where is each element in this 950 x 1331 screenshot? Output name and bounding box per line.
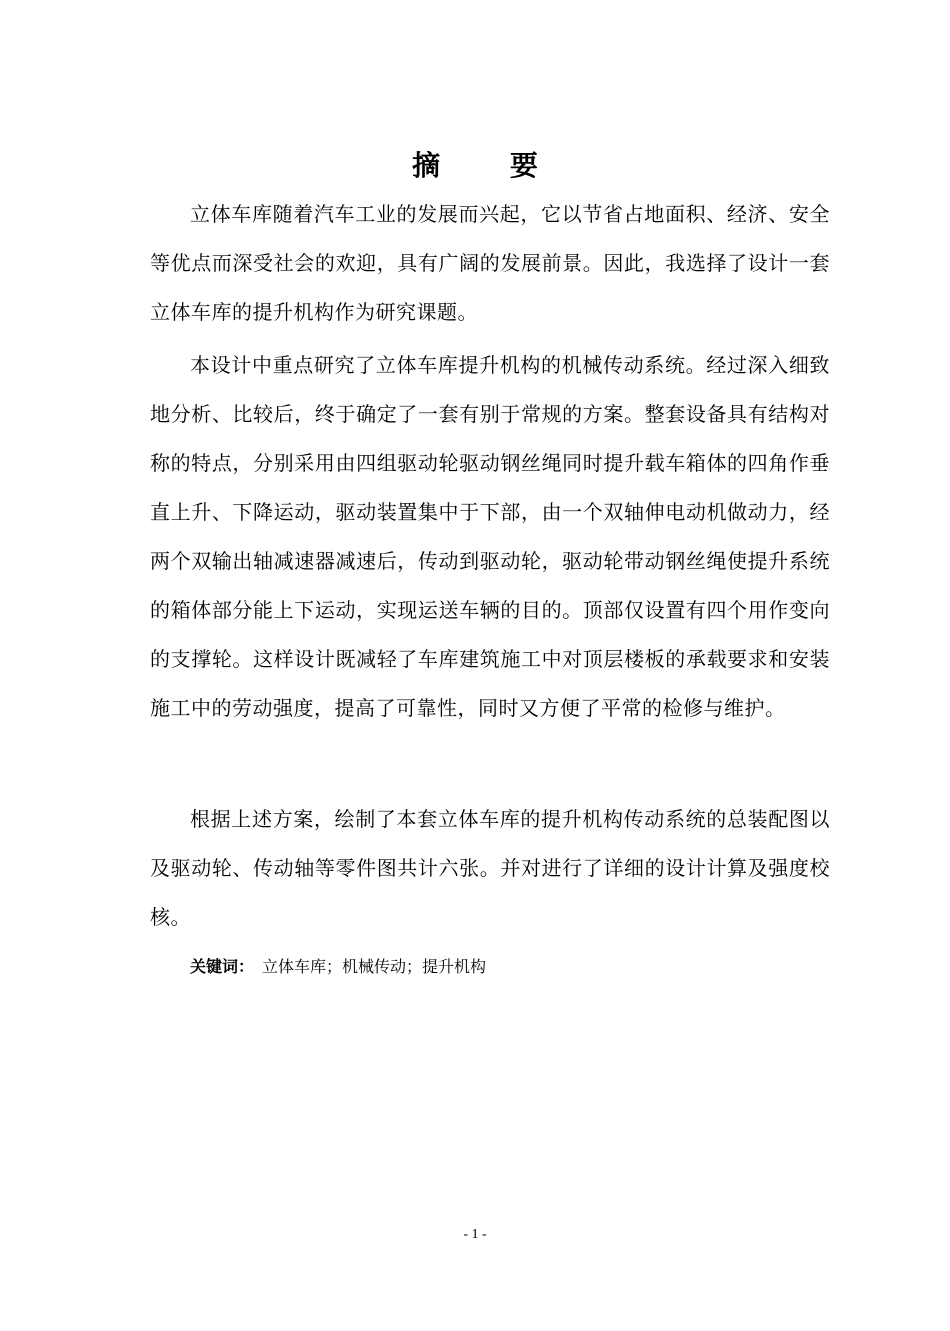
page-number: - 1 - [463, 1227, 487, 1242]
keywords-label: 关键词： [190, 957, 255, 976]
abstract-paragraph-3: 根据上述方案，绘制了本套立体车库的提升机构传动系统的总装配图以及驱动轮、传动轴等零件图共计六张。并对进行了详细的设计计算及强度校核。 [150, 807, 830, 929]
abstract-paragraph-2: 本设计中重点研究了立体车库提升机构的机械传动系统。经过深入细致地分析、比较后，终于确定了一套有别于常规的方案。整套设备具有结构对称的特点，分别采用由四组驱动轮驱动钢丝绳同时提升载车箱体的四角作垂直上升、下降运动，驱动装置集中于下部，由一个双轴伸电动机做动力，经两个双输出轴减速器减速后，传动到驱动轮，驱动轮带动钢丝绳使提升系统的箱体部分能上下运动，实现运送车辆的目的。顶部仅设置有四个用作变向的支撑轮。这样设计既减轻了车库建筑施工中对顶层楼板的承载要求和安装施工中的劳动强度，提高了可靠性，同时又方便了平常的检修与维护。 [150, 353, 830, 720]
keywords-line [190, 955, 486, 979]
abstract-paragraph-1: 立体车库随着汽车工业的发展而兴起，它以节省占地面积、经济、安全等优点而深受社会的欢迎，具有广阔的发展前景。因此，我选择了设计一套立体车库的提升机构作为研究课题。 [150, 202, 830, 324]
abstract-title: 摘 要 [412, 149, 568, 182]
keywords-value: 立体车库；机械传动；提升机构 [262, 957, 487, 976]
